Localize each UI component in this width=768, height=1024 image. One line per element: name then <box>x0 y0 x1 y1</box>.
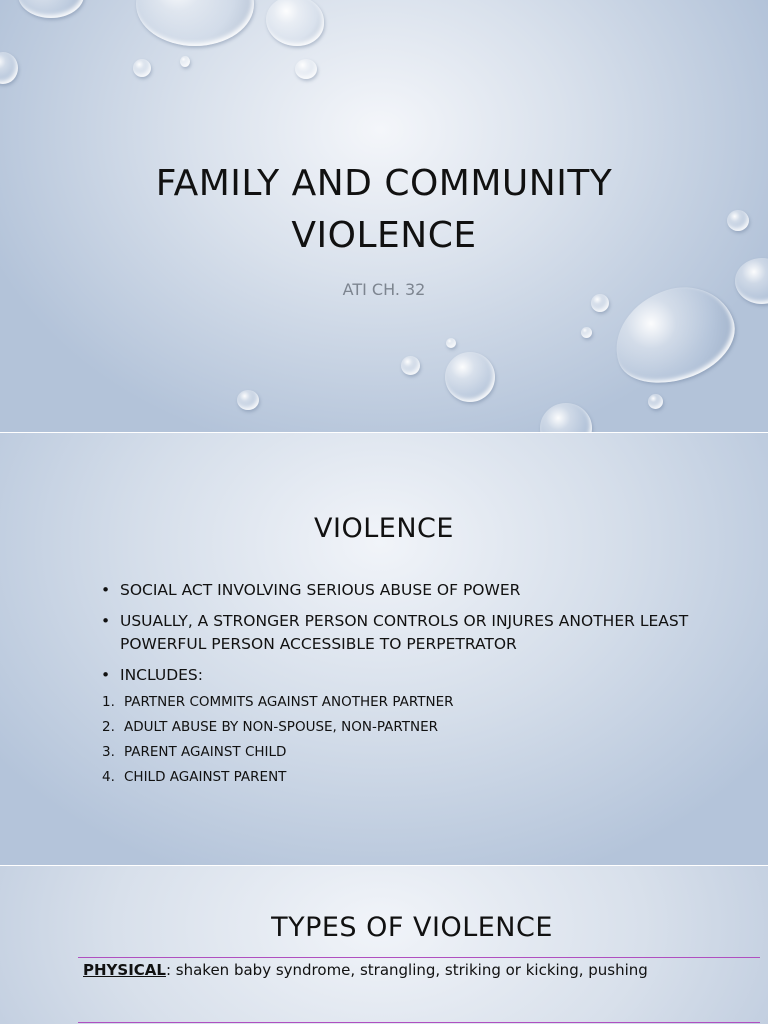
presentation-subtitle: ATI CH. 32 <box>342 280 426 299</box>
water-drop-decoration <box>401 356 420 375</box>
item-number: 2. <box>102 719 115 735</box>
slide-heading: VIOLENCE <box>314 513 454 544</box>
water-drop-decoration <box>180 56 190 67</box>
bullet-item: • SOCIAL ACT INVOLVING SERIOUS ABUSE OF POWER <box>100 579 740 602</box>
item-text: ADULT ABUSE BY NON-SPOUSE, NON-PARTNER <box>124 719 438 735</box>
water-drop-decoration <box>735 258 768 304</box>
water-drop-decoration <box>0 52 18 84</box>
title-slide <box>0 0 768 432</box>
bullet-list <box>100 579 740 695</box>
water-drop-decoration <box>581 327 592 338</box>
item-text: PARTNER COMMITS AGAINST ANOTHER PARTNER <box>124 694 454 710</box>
bullet-item: • INCLUDES: <box>100 664 740 687</box>
water-drop-decoration <box>133 59 151 77</box>
type-definition: : shaken baby syndrome, strangling, striking or kicking, pushing <box>165 961 648 979</box>
numbered-list <box>102 690 454 790</box>
title-line-2: VIOLENCE <box>291 215 477 256</box>
table-divider <box>78 957 760 958</box>
type-row <box>83 961 648 979</box>
numbered-item <box>102 740 454 765</box>
numbered-item <box>102 715 454 740</box>
water-drop-decoration <box>18 0 84 18</box>
water-drop-decoration <box>648 394 663 409</box>
item-text: CHILD AGAINST PARENT <box>124 769 287 785</box>
water-drop-decoration <box>295 59 317 79</box>
water-drop-decoration <box>266 0 324 46</box>
item-number: 3. <box>102 744 115 760</box>
bullet-item: • USUALLY, A STRONGER PERSON CONTROLS OR INJURES ANOTHER LEAST POWERFUL PERSON ACCESSIBLE TO PERPETRATOR <box>100 610 740 656</box>
violence-slide <box>0 433 768 865</box>
water-drop-decoration <box>136 0 254 46</box>
numbered-item <box>102 765 454 790</box>
type-term: PHYSICAL <box>83 961 166 979</box>
title-line-1: FAMILY AND COMMUNITY <box>155 163 613 204</box>
item-number: 1. <box>102 694 115 710</box>
presentation-title <box>84 158 684 262</box>
slide-heading: TYPES OF VIOLENCE <box>271 912 553 943</box>
water-drop-decoration <box>727 210 749 231</box>
water-drop-decoration <box>237 390 259 410</box>
item-number: 4. <box>102 769 115 785</box>
item-text: PARENT AGAINST CHILD <box>124 744 287 760</box>
table-divider <box>78 1022 760 1023</box>
water-drop-decoration <box>446 338 456 348</box>
numbered-item <box>102 690 454 715</box>
water-drop-decoration <box>540 403 592 432</box>
water-drop-decoration <box>445 352 495 402</box>
types-slide <box>0 866 768 1024</box>
